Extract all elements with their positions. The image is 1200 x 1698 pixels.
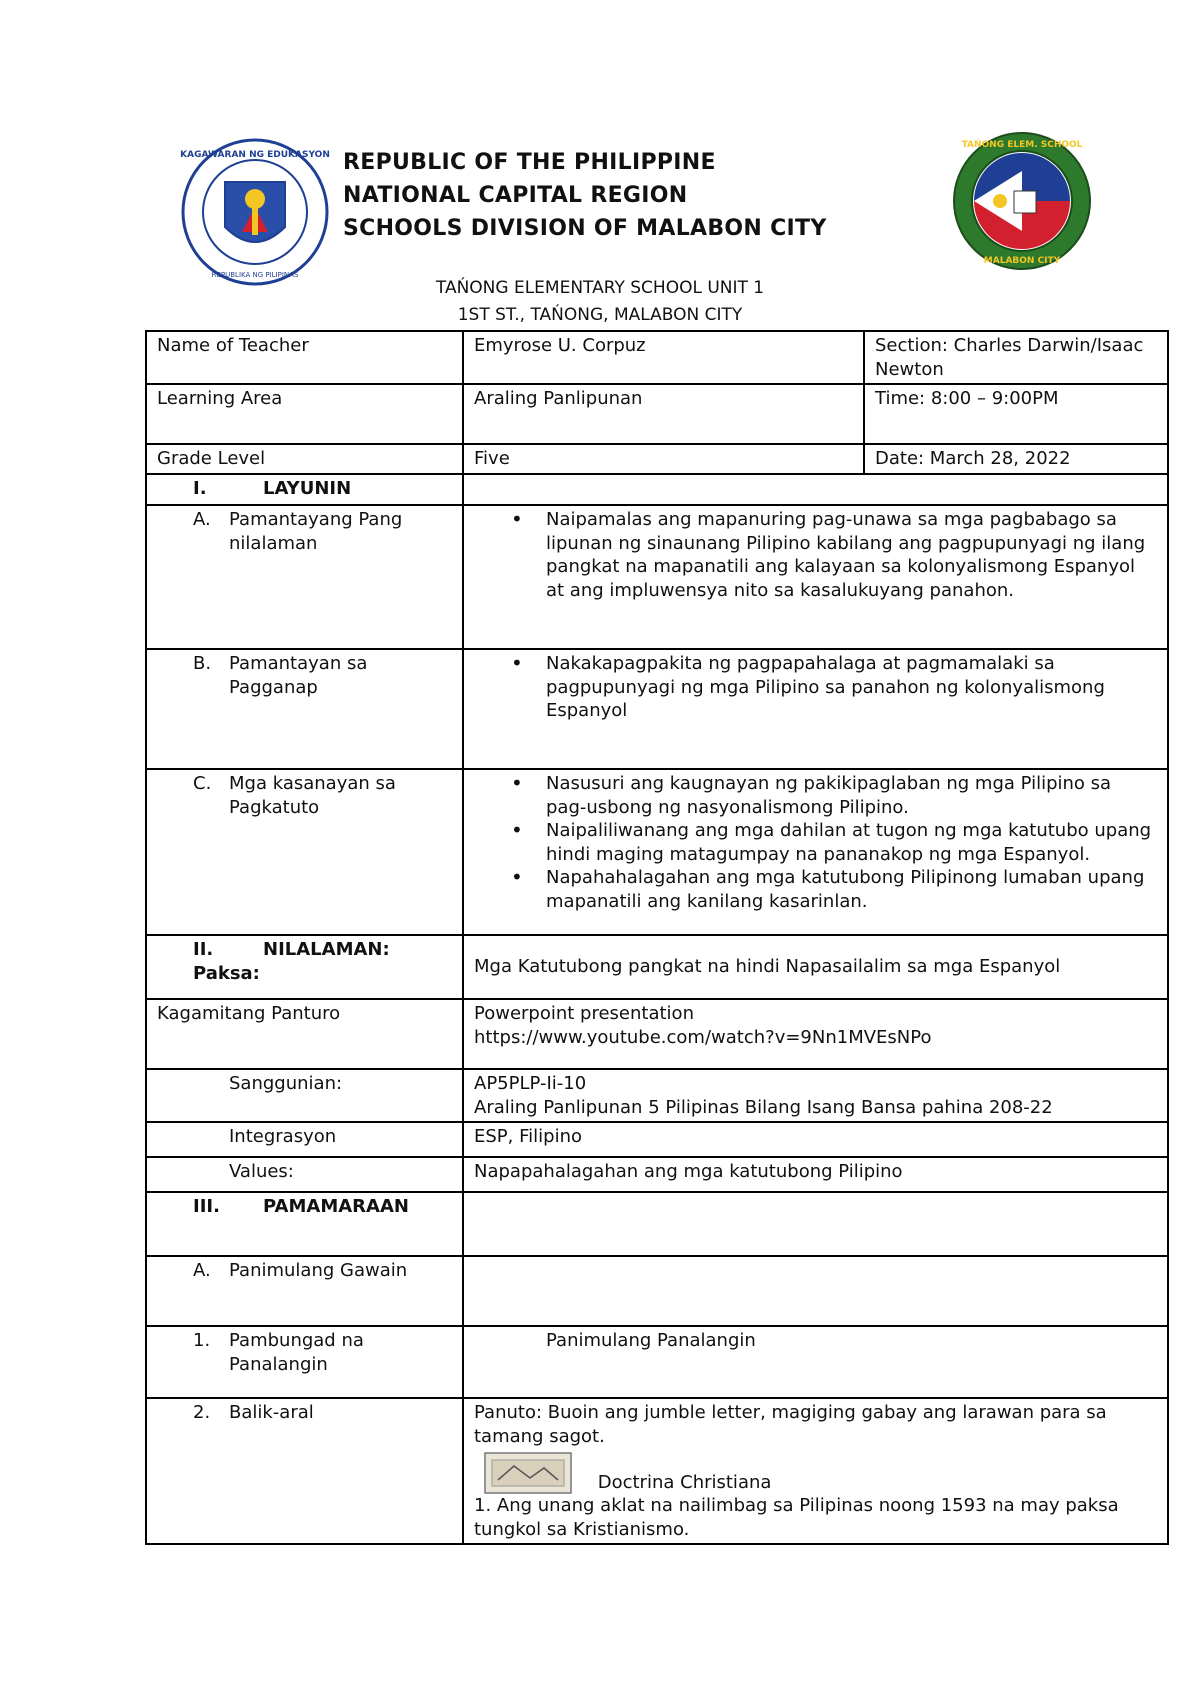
objective-a-mark: A. xyxy=(193,509,211,530)
objective-c-item: • Nasusuri ang kaugnayan ng pakikipaglaban ng mga Pilipino sa pag-usbong ng nasyonalismong Pilipino. xyxy=(546,772,1157,819)
learning-area-label: Learning Area xyxy=(146,384,463,444)
values-label: Values: xyxy=(229,1161,294,1182)
kagamitan-link[interactable]: https://www.youtube.com/watch?v=9Nn1MVEsNPo xyxy=(474,1026,932,1048)
layunin-heading xyxy=(146,474,463,505)
paksa-label: Paksa: xyxy=(193,962,260,984)
section-value: Section: Charles Darwin/Isaac Newton xyxy=(864,331,1168,384)
learning-area-value: Araling Panlipunan xyxy=(463,384,864,444)
layunin-roman: I. xyxy=(193,478,207,499)
sanggunian-row xyxy=(146,1069,1168,1122)
objective-c-label: Mga kasanayan sa Pagkatuto xyxy=(229,773,396,818)
procedure-a xyxy=(157,1259,452,1283)
layunin-empty xyxy=(463,474,1168,505)
values-row xyxy=(146,1157,1168,1192)
objective-c-item: • Naipaliliwanang ang mga dahilan at tugon ng mga katutubo upang hindi maging matagumpay na pananakop ng mga Espanyol. xyxy=(546,819,1157,866)
objective-a-label: Pamantayang Pang nilalaman xyxy=(229,509,403,554)
svg-text:MALABON CITY: MALABON CITY xyxy=(983,256,1061,266)
objective-c-mark: C. xyxy=(193,773,212,794)
objective-b xyxy=(157,652,452,699)
layunin-title: LAYUNIN xyxy=(263,478,352,499)
kagamitan-label: Kagamitang Panturo xyxy=(146,999,463,1069)
pambungad-row xyxy=(146,1326,1168,1398)
letterhead-line-region: NATIONAL CAPITAL REGION xyxy=(343,183,688,208)
teacher-label: Name of Teacher xyxy=(146,331,463,384)
objective-a-list xyxy=(474,508,1157,602)
grade-level-label: Grade Level xyxy=(146,444,463,474)
objective-b-item: • Nakakapagpakita ng pagpapahalaga at pagmamalaki sa pagpupunyagi ng mga Pilipino sa panahon ng kolonyalismong Espanyol xyxy=(546,652,1157,723)
date-value: Date: March 28, 2022 xyxy=(864,444,1168,474)
pamamaraan-heading xyxy=(146,1192,463,1256)
paksa-value: Mga Katutubong pangkat na hindi Napasailalim sa mga Espanyol xyxy=(463,935,1168,999)
panimulang-gawain-row xyxy=(146,1256,1168,1326)
teacher-row xyxy=(146,331,1168,384)
procedure-1-value: Panimulang Panalangin xyxy=(546,1330,756,1351)
svg-text:TAŃONG ELEM. SCHOOL: TAŃONG ELEM. SCHOOL xyxy=(961,140,1083,150)
school-seal-logo xyxy=(952,131,1092,271)
mga-kasanayan-row xyxy=(146,769,1168,935)
balik-aral-answer: Doctrina Christiana xyxy=(597,1471,772,1493)
learning-area-row xyxy=(146,384,1168,444)
nilalaman-row xyxy=(146,935,1168,999)
pamamaraan-title: PAMAMARAAN xyxy=(263,1196,409,1217)
kagamitan-row xyxy=(146,999,1168,1069)
balik-aral-question: 1. Ang unang aklat na nailimbag sa Pilipinas noong 1593 na may paksa tungkol sa Kristianismo. xyxy=(474,1495,1119,1540)
school-address: 1ST ST., TAŃONG, MALABON CITY xyxy=(457,305,743,325)
layunin-header-row xyxy=(146,474,1168,505)
balik-aral-panuto: Panuto: Buoin ang jumble letter, magiging gabay ang larawan para sa tamang sagot. xyxy=(474,1402,1107,1447)
procedure-2 xyxy=(157,1401,452,1425)
nilalaman-roman: II. xyxy=(193,939,214,960)
integrasyon-value: ESP, Filipino xyxy=(463,1122,1168,1157)
pamamaraan-empty xyxy=(463,1192,1168,1256)
doctrina-christiana-image xyxy=(484,1452,572,1494)
procedure-a-label: Panimulang Gawain xyxy=(229,1260,408,1281)
time-value: Time: 8:00 – 9:00PM xyxy=(864,384,1168,444)
letterhead-line-republic: REPUBLIC OF THE PHILIPPINE xyxy=(343,150,716,175)
objective-a xyxy=(157,508,452,555)
panimulang-gawain-empty xyxy=(463,1256,1168,1326)
procedure-1-label: Pambungad na Panalangin xyxy=(229,1330,364,1375)
objective-a-item: • Naipamalas ang mapanuring pag-unawa sa mga pagbabago sa lipunan ng sinaunang Pilipino kabilang ang pagpupunyagi ng ilang pangkat na mapanatili ang kalayaan sa kolonyalismong Espanyol at ang impluwensya nito sa kasalukuyang panahon. xyxy=(546,508,1157,602)
objective-c-list xyxy=(474,772,1157,913)
sanggunian-line1: AP5PLP-Ii-10 xyxy=(474,1073,587,1094)
values-value: Napapahalagahan ang mga katutubong Pilipino xyxy=(463,1157,1168,1192)
balik-aral-row xyxy=(146,1398,1168,1544)
kagamitan-line1: Powerpoint presentation xyxy=(474,1003,694,1024)
svg-text:REPUBLIKA NG PILIPINAS: REPUBLIKA NG PILIPINAS xyxy=(211,271,299,279)
procedure-2-label: Balik-aral xyxy=(229,1402,314,1423)
pamantayang-pang-nilalaman-row xyxy=(146,505,1168,649)
pamantayan-sa-pagganap-row xyxy=(146,649,1168,769)
integrasyon-row xyxy=(146,1122,1168,1157)
objective-b-label: Pamantayan sa Pagganap xyxy=(229,653,368,698)
sanggunian-label: Sanggunian: xyxy=(229,1073,343,1094)
letterhead xyxy=(343,146,827,245)
nilalaman-title: NILALAMAN: xyxy=(263,939,390,960)
objective-c xyxy=(157,772,452,819)
integrasyon-label: Integrasyon xyxy=(229,1126,337,1147)
sanggunian-line2: Araling Panlipunan 5 Pilipinas Bilang Isang Bansa pahina 208-22 xyxy=(474,1096,1053,1118)
objective-c-item: • Napahahalagahan ang mga katutubong Pilipinong lumaban upang mapanatili ang kanilang kasarinlan. xyxy=(546,866,1157,913)
procedure-1 xyxy=(157,1329,452,1376)
grade-level-value: Five xyxy=(463,444,864,474)
procedure-a-mark: A. xyxy=(193,1260,211,1281)
procedure-2-mark: 2. xyxy=(193,1402,211,1423)
teacher-value: Emyrose U. Corpuz xyxy=(463,331,864,384)
nilalaman-heading xyxy=(146,935,463,999)
pamamaraan-row xyxy=(146,1192,1168,1256)
letterhead-line-division: SCHOOLS DIVISION OF MALABON CITY xyxy=(343,216,827,241)
pamamaraan-roman: III. xyxy=(193,1196,220,1217)
objective-b-list xyxy=(474,652,1157,723)
objective-b-mark: B. xyxy=(193,653,212,674)
svg-text:KAGAWARAN NG EDUKASYON: KAGAWARAN NG EDUKASYON xyxy=(180,150,330,160)
grade-level-row xyxy=(146,444,1168,474)
procedure-1-mark: 1. xyxy=(193,1330,211,1351)
school-name: TAŃONG ELEMENTARY SCHOOL UNIT 1 xyxy=(435,278,765,298)
lesson-plan-table xyxy=(145,330,1169,1545)
deped-seal-logo xyxy=(180,137,330,287)
